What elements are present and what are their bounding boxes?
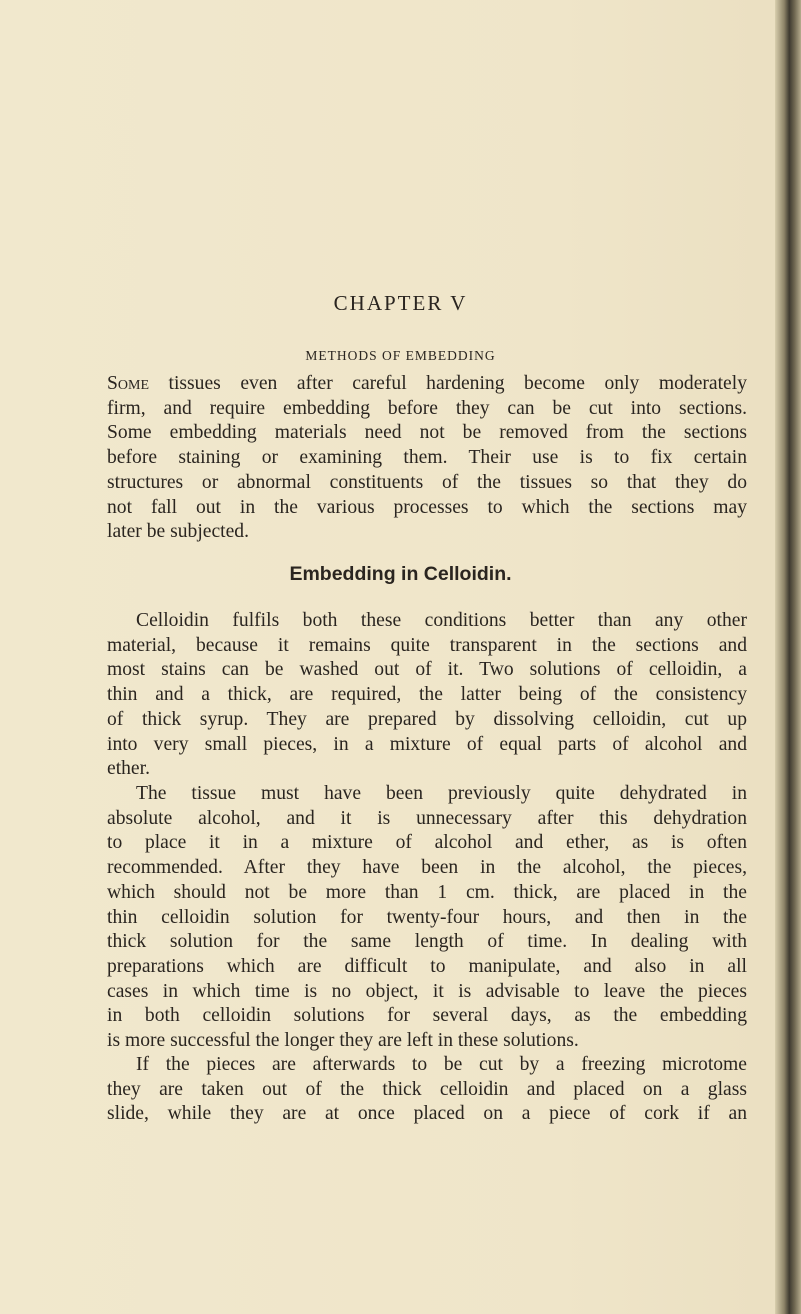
text-line: not fall out in the various processes to which the sections may [107, 496, 747, 518]
text-line: they are taken out of the thick celloidin and placed on a glass [107, 1078, 747, 1100]
paragraph-1 [107, 609, 747, 782]
paragraph-3 [107, 1053, 747, 1127]
text-line: cases in which time is no object, it is advisable to leave the pieces [107, 980, 747, 1002]
text-line: absolute alcohol, and it is unnecessary after this dehydration [107, 807, 747, 829]
text-line: in both celloidin solutions for several days, as the embedding [107, 1005, 747, 1027]
text-line: which should not be more than 1 cm. thick, are placed in the [107, 881, 747, 903]
text-line: slide, while they are at once placed on a piece of cork if an [107, 1103, 747, 1125]
text-line: into very small pieces, in a mixture of equal parts of alcohol and [107, 733, 747, 755]
text-line: later be subjected. [107, 521, 249, 543]
text-line: is more successful the longer they are left in these solutions. [107, 1030, 579, 1052]
text-line: Celloidin fulfils both these conditions better than any other [136, 610, 747, 631]
first-word: Some [107, 373, 150, 394]
text-line: of thick syrup. They are prepared by dissolving celloidin, cut up [107, 708, 747, 730]
text-line: to place it in a mixture of alcohol and ether, as is often [107, 832, 747, 854]
text-line: thin celloidin solution for twenty-four hours, and then in the [107, 906, 747, 928]
text-line: Some embedding materials need not be removed from the sections [107, 422, 747, 444]
intro-paragraph [107, 372, 747, 545]
section-heading: Embedding in Celloidin. [289, 563, 512, 585]
book-spine-edge [775, 0, 801, 1314]
text-line: before staining or examining them. Their use is to fix certain [107, 447, 747, 469]
text-line: most stains can be washed out of it. Two solutions of celloidin, a [107, 659, 747, 681]
text-line: The tissue must have been previously quite dehydrated in [136, 783, 747, 804]
text-line: structures or abnormal constituents of the tissues so that they do [107, 471, 747, 493]
text-line: Some tissues even after careful hardening become only moderately [107, 373, 747, 394]
text-line: ether. [107, 758, 150, 780]
paragraph-2 [107, 782, 747, 1054]
text-line: material, because it remains quite transparent in the sections and [107, 634, 747, 656]
text-line: recommended. After they have been in the alcohol, the pieces, [107, 857, 747, 879]
text-line: firm, and require embedding before they can be cut into sections. [107, 397, 747, 419]
text-line: If the pieces are afterwards to be cut by a freezing microtome [136, 1054, 747, 1075]
text-line: thick solution for the same length of time. In dealing with [107, 931, 747, 953]
text-line: preparations which are difficult to manipulate, and also in all [107, 955, 747, 977]
text-line: thin and a thick, are required, the latter being of the consistency [107, 684, 747, 706]
chapter-title: CHAPTER V [333, 291, 468, 315]
chapter-subtitle: METHODS OF EMBEDDING [305, 348, 496, 363]
